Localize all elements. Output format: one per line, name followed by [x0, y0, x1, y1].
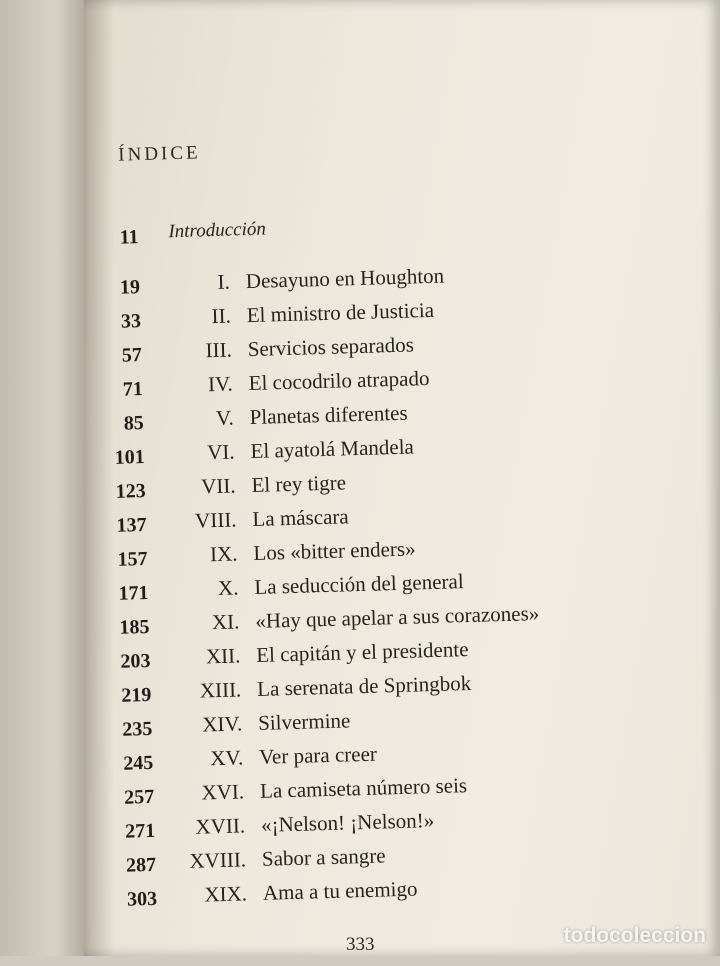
chapter-title: Desayuno en Houghton — [245, 263, 445, 294]
chapter-numeral: VII. — [200, 473, 236, 499]
chapter-page-number: 171 — [118, 581, 149, 605]
chapter-title: Ama a tu enemigo — [262, 876, 418, 905]
intro-title: Introducción — [168, 218, 267, 243]
chapter-numeral: V. — [215, 405, 234, 430]
chapter-page-number: 219 — [121, 683, 152, 707]
chapter-numeral: I. — [217, 269, 231, 294]
chapter-numeral: VIII. — [194, 507, 237, 533]
chapter-numeral: XVII. — [195, 813, 246, 839]
chapter-page-number: 157 — [117, 547, 148, 571]
chapter-title: Servicios separados — [247, 332, 415, 362]
chapter-numeral: XIII. — [199, 677, 242, 703]
chapter-numeral: XV. — [209, 745, 244, 771]
chapter-page-number: 33 — [120, 310, 142, 333]
chapter-title: «Hay que apelar a sus corazones» — [255, 601, 540, 633]
chapter-numeral: IV. — [207, 371, 234, 397]
chapter-title: El capitán y el presidente — [255, 637, 469, 667]
chapter-page-number: 235 — [122, 717, 153, 741]
chapter-title: El rey tigre — [251, 470, 347, 498]
chapter-numeral: III. — [205, 337, 233, 363]
chapter-title: Silvermine — [257, 708, 351, 735]
chapter-numeral: XII. — [205, 643, 241, 669]
chapter-numeral: XVIII. — [189, 847, 247, 873]
chapter-title: «¡Nelson! ¡Nelson!» — [260, 808, 435, 837]
chapter-page-number: 71 — [122, 378, 144, 401]
chapter-page-number: 257 — [123, 785, 155, 809]
chapter-page-number: 245 — [122, 751, 154, 775]
chapter-page-number: 287 — [125, 853, 157, 877]
chapter-title: Planetas diferentes — [249, 400, 408, 430]
chapter-numeral: XVI. — [201, 779, 245, 805]
chapter-title: La camiseta número seis — [259, 773, 468, 803]
chapter-numeral: VI. — [206, 439, 235, 465]
chapter-page-number: 303 — [126, 887, 158, 911]
intro-row — [0, 206, 713, 256]
chapter-title: Los «bitter enders» — [253, 536, 416, 565]
chapter-page-number: 123 — [115, 479, 146, 503]
chapter-numeral: IX. — [209, 541, 238, 567]
chapter-title: El ayatolá Mandela — [250, 434, 415, 464]
chapter-numeral: II. — [211, 303, 232, 329]
chapter-title: La máscara — [252, 504, 349, 532]
chapter-numeral: XIX. — [204, 881, 248, 907]
chapter-page-number: 185 — [119, 615, 150, 639]
chapter-page-number: 19 — [119, 276, 141, 299]
chapter-page-number: 57 — [121, 344, 143, 367]
chapter-page-number: 137 — [116, 513, 147, 537]
chapter-page-number: 271 — [124, 819, 156, 843]
chapter-numeral: X. — [217, 575, 239, 600]
chapter-numeral: XI. — [211, 609, 240, 635]
chapter-page-number: 85 — [123, 412, 145, 435]
chapter-page-number: 101 — [114, 445, 146, 469]
index-heading: ÍNDICE — [117, 142, 201, 166]
chapter-title: La seducción del general — [254, 569, 464, 599]
chapter-title: La serenata de Springbok — [256, 670, 472, 701]
chapter-title: Sabor a sangre — [261, 843, 386, 871]
chapter-numeral: XIV. — [201, 711, 243, 737]
footer-page-number: 333 — [346, 934, 375, 955]
intro-page-number: 11 — [119, 226, 139, 249]
chapter-title: El ministro de Justicia — [246, 297, 435, 328]
chapter-title: El cocodrilo atrapado — [248, 366, 430, 396]
watermark-logo: todocoleccion — [563, 924, 706, 947]
chapter-title: Ver para creer — [258, 741, 378, 769]
chapter-page-number: 203 — [120, 649, 151, 673]
